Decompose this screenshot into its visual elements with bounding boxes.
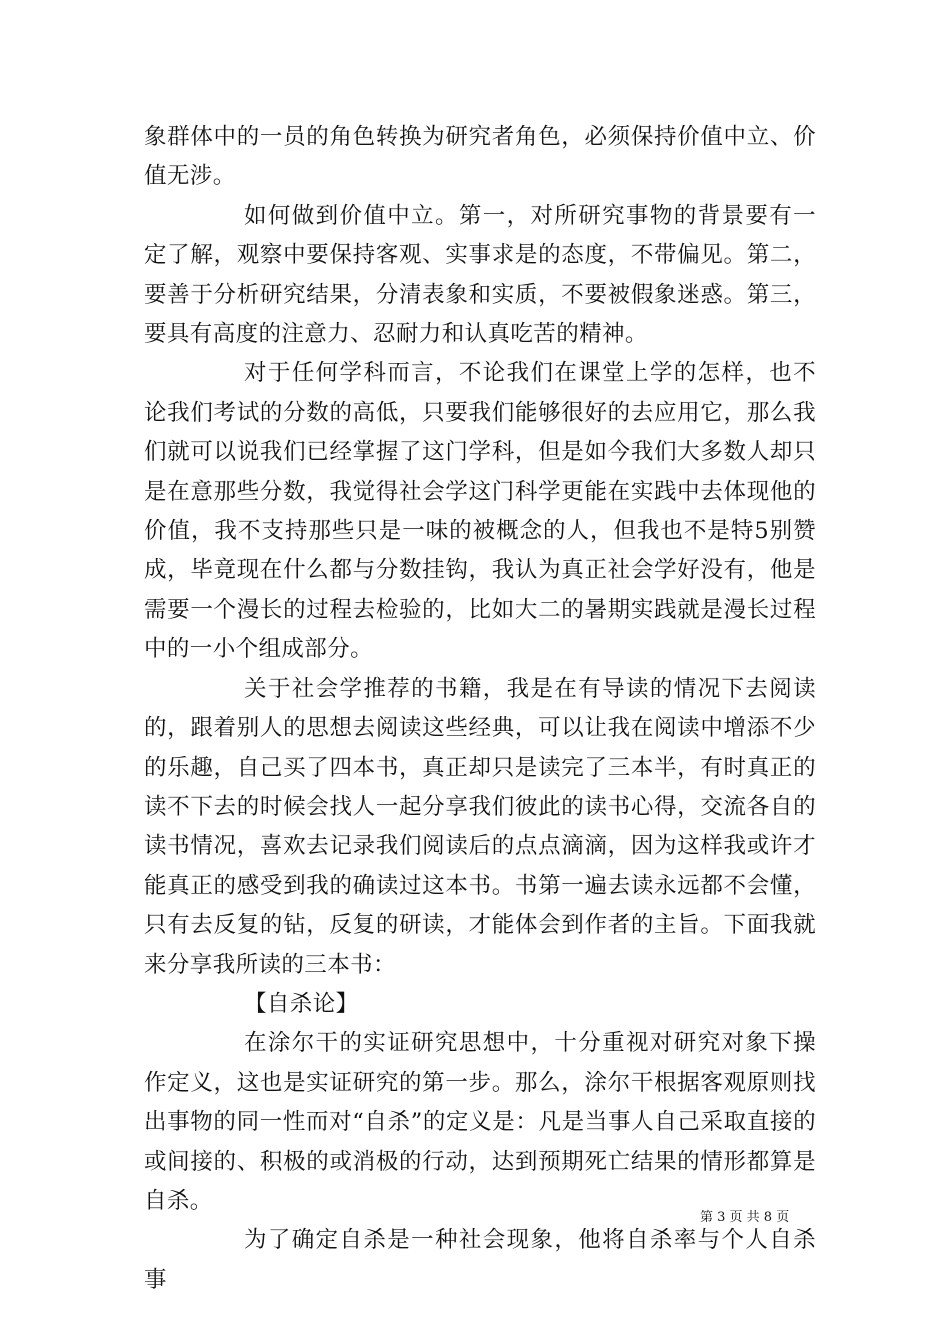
- paragraph-5: 在涂尔干的实证研究思想中，十分重视对研究对象下操作定义，这也是实证研究的第一步。那么，涂尔干根据客观原则找出事物的同一性而对“自杀”的定义是：凡是当事人自己采取直接的或间接的、积极的或消极的行动，达到预期死亡结果的情形都算是自杀。: [144, 1030, 816, 1214]
- page-number-footer: 第 3 页 共 8 页: [700, 1210, 790, 1225]
- paragraph-6: 为了确定自杀是一种社会现象，他将自杀率与个人自杀事: [144, 1227, 816, 1293]
- document-body: [144, 118, 816, 1300]
- paragraph-4: 关于社会学推荐的书籍，我是在有导读的情况下去阅读的，跟着别人的思想去阅读这些经典，可以让我在阅读中增添不少的乐趣，自己买了四本书，真正却只是读完了三本半，有时真正的读不下去的时候会找人一起分享我们彼此的读书心得，交流各自的读书情况，喜欢去记录我们阅读后的点点滴滴，因为这样我或许才能真正的感受到我的确读过这本书。书第一遍去读永远都不会懂，只有去反复的钻，反复的研读，才能体会到作者的主旨。下面我就来分享我所读的三本书：: [144, 675, 816, 978]
- paragraph-2: 如何做到价值中立。第一，对所研究事物的背景要有一定了解，观察中要保持客观、实事求是的态度，不带偏见。第二，要善于分析研究结果，分清表象和实质，不要被假象迷惑。第三，要具有高度的注意力、忍耐力和认真吃苦的精神。: [144, 202, 816, 348]
- section-heading: 【自杀论】: [244, 990, 359, 1017]
- paragraph-1: 象群体中的一员的角色转换为研究者角色，必须保持价值中立、价值无涉。: [144, 124, 816, 190]
- paragraph-3: 对于任何学科而言，不论我们在课堂上学的怎样，也不论我们考试的分数的高低，只要我们能够很好的去应用它，那么我们就可以说我们已经掌握了这门学科，但是如今我们大多数人却只是在意那些分数，我觉得社会学这门科学更能在实践中去体现他的价值，我不支持那些只是一味的被概念的人，但我也不是特5别赞成，毕竟现在什么都与分数挂钩，我认为真正社会学好没有，他是需要一个漫长的过程去检验的，比如大二的暑期实践就是漫长过程中的一小个组成部分。: [144, 360, 816, 663]
